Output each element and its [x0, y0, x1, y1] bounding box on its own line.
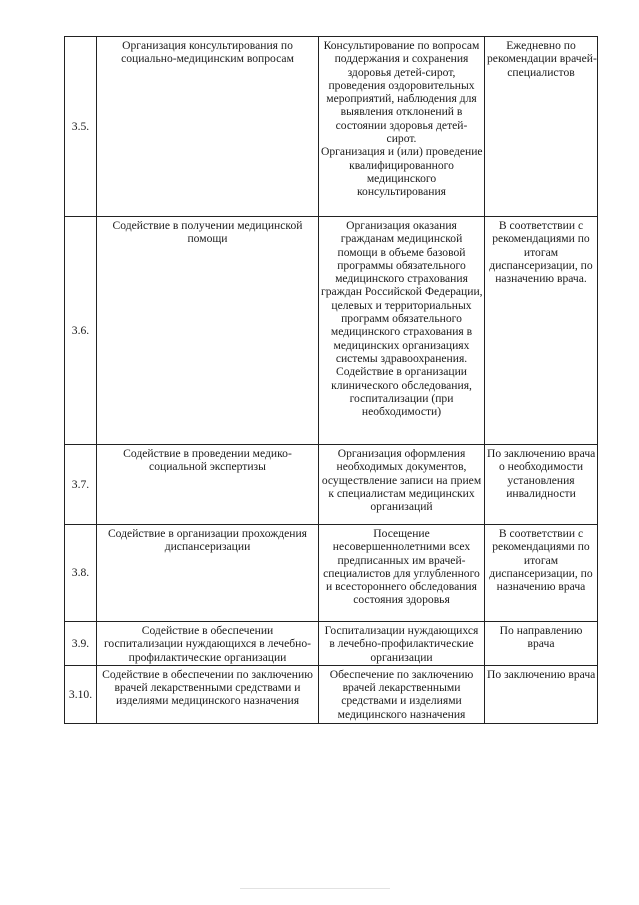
timing-text-line: итогам [523, 245, 559, 259]
timing-text-line: установления [507, 473, 575, 487]
content-text-line: клинического обследования, [331, 378, 472, 392]
action-cell [97, 665, 319, 723]
action-text-line: изделиями медицинского назначения [115, 694, 300, 708]
content-text-line: медицинского [366, 171, 437, 185]
timing-text-line: диспансеризации, по [489, 566, 593, 580]
content-text-line: мероприятий, наблюдения для [326, 92, 477, 106]
content-text-line: состояния здоровья [353, 593, 450, 607]
table-row [65, 37, 598, 217]
action-text-line: Содействие в получении медицинской [112, 219, 303, 232]
action-text-line: госпитализации нуждающихся в лечебно- [103, 637, 312, 651]
timing-text-line: назначению врача. [495, 272, 587, 286]
content-text-line: специалистов для углубленного [323, 566, 480, 580]
action-text-line: Организация консультирования по [122, 39, 293, 52]
timing-text-line: По направлению [499, 624, 583, 637]
timing-text-line: специалистов [507, 65, 575, 79]
action-text-line: Содействие в проведении медико- [123, 447, 292, 460]
table-row [65, 445, 598, 525]
row-number-cell: 3.9. [65, 622, 97, 666]
content-text-line: программ обязательного [341, 312, 462, 326]
timing-text-line: В соответствии с [498, 527, 584, 540]
timing-text-line: итогам [523, 553, 559, 567]
table-row [65, 665, 598, 723]
content-text-line: выявления отклонений в [340, 105, 463, 119]
timing-text-line: По заключению врача [487, 447, 596, 460]
action-text-line: Содействие в организации прохождения [107, 527, 308, 540]
timing-text-line: диспансеризации, по [489, 258, 593, 272]
content-text-line: Организация оформления [337, 447, 466, 460]
timing-cell [485, 525, 598, 622]
content-cell [319, 445, 485, 525]
content-text-line: медицинского страхования в [330, 325, 473, 339]
content-text-line: предписанных им врачей- [337, 553, 466, 567]
timing-text-line: инвалидности [506, 486, 576, 500]
table-row [65, 217, 598, 445]
table-body [65, 37, 598, 724]
content-text-line: поддержания и сохранения [334, 52, 469, 66]
content-text-line: целевых и территориальных [331, 298, 472, 312]
content-text-line: Посещение [373, 527, 430, 540]
content-text-line: Организация оказания [346, 219, 457, 232]
action-text-line: социально-медицинским вопросам [121, 52, 294, 66]
content-text-line: консультирования [356, 185, 447, 199]
page-bottom-rule [240, 888, 390, 889]
content-text-line: помощи в объеме базовой [337, 245, 466, 259]
content-text-line: необходимости) [361, 405, 442, 419]
timing-text-line: назначению врача [496, 580, 586, 594]
table-row [65, 525, 598, 622]
content-text-line: Консультирование по вопросам [323, 39, 480, 52]
timing-text-line: рекомендации врачей- [487, 52, 597, 66]
action-cell [97, 525, 319, 622]
content-text-line: врачей лекарственными [342, 681, 461, 695]
content-cell [319, 665, 485, 723]
content-text-line: средствами и изделиями [341, 694, 462, 708]
action-text-line: помощи [187, 232, 228, 246]
timing-text-line: рекомендациями по [492, 232, 590, 246]
table-row [65, 622, 598, 666]
timing-text-line: врача [527, 637, 555, 651]
timing-cell [485, 445, 598, 525]
content-cell [319, 622, 485, 666]
content-text-line: Обеспечение по заключению [329, 667, 474, 681]
action-text-line: социальной экспертизы [149, 460, 266, 474]
content-text-line: в лечебно-профилактические [329, 637, 474, 651]
content-text-line: программы обязательного [337, 258, 466, 272]
action-cell [97, 37, 319, 217]
row-number-cell: 3.6. [65, 217, 97, 445]
content-text-line: гражданам медицинской [340, 232, 463, 246]
content-text-line: и всестороннего обследования [326, 580, 477, 594]
timing-text-line: По заключению врача [487, 667, 596, 681]
content-text-line: медицинских организациях [333, 338, 470, 352]
content-text-line: организаций [370, 500, 433, 514]
content-cell [319, 525, 485, 622]
content-text-line: медицинского страхования [335, 272, 468, 286]
content-cell [319, 37, 485, 217]
content-text-line: Организация и (или) проведение [321, 145, 483, 159]
content-text-line: госпитализации (при [349, 391, 454, 405]
timing-cell [485, 37, 598, 217]
action-cell [97, 622, 319, 666]
content-text-line: граждан Российской Федерации, [321, 285, 483, 299]
content-text-line: проведения оздоровительных [328, 78, 475, 92]
timing-text-line: В соответствии с [498, 219, 584, 232]
action-text-line: диспансеризации [164, 540, 251, 554]
content-cell [319, 217, 485, 445]
row-number-cell: 3.8. [65, 525, 97, 622]
action-text-line: Содействие в обеспечении по заключению [102, 667, 313, 681]
content-text-line: медицинского назначения [337, 707, 466, 721]
content-text-line: здоровья детей-сирот, [347, 65, 456, 79]
action-cell [97, 445, 319, 525]
content-text-line: квалифицированного [349, 158, 454, 172]
content-text-line: несовершеннолетними всех [332, 540, 471, 554]
content-text-line: Содействие в организации [336, 365, 467, 379]
content-text-line: состоянии здоровья детей- [335, 118, 468, 132]
content-text-line: к специалистам медицинских [328, 486, 475, 500]
content-text-line: Госпитализации нуждающихся [324, 624, 479, 637]
row-number-cell: 3.7. [65, 445, 97, 525]
action-text-line: врачей лекарственными средствами и [114, 681, 301, 695]
content-text-line: необходимых документов, [336, 460, 467, 474]
timing-cell [485, 665, 598, 723]
content-text-line: сирот. [386, 132, 417, 146]
content-text-line: организации [370, 650, 433, 664]
content-text-line: системы здравоохранения. [335, 351, 468, 365]
timing-text-line: о необходимости [498, 460, 584, 474]
action-text-line: Содействие в обеспечении [141, 624, 274, 637]
row-number-cell: 3.5. [65, 37, 97, 217]
action-text-line: профилактические организации [128, 650, 287, 664]
action-cell [97, 217, 319, 445]
content-text-line: осуществление записи на прием [321, 473, 482, 487]
services-table [64, 36, 598, 724]
timing-text-line: рекомендациями по [492, 540, 590, 554]
row-number-cell: 3.10. [65, 665, 97, 723]
timing-cell [485, 622, 598, 666]
timing-text-line: Ежедневно по [506, 39, 576, 52]
timing-cell [485, 217, 598, 445]
